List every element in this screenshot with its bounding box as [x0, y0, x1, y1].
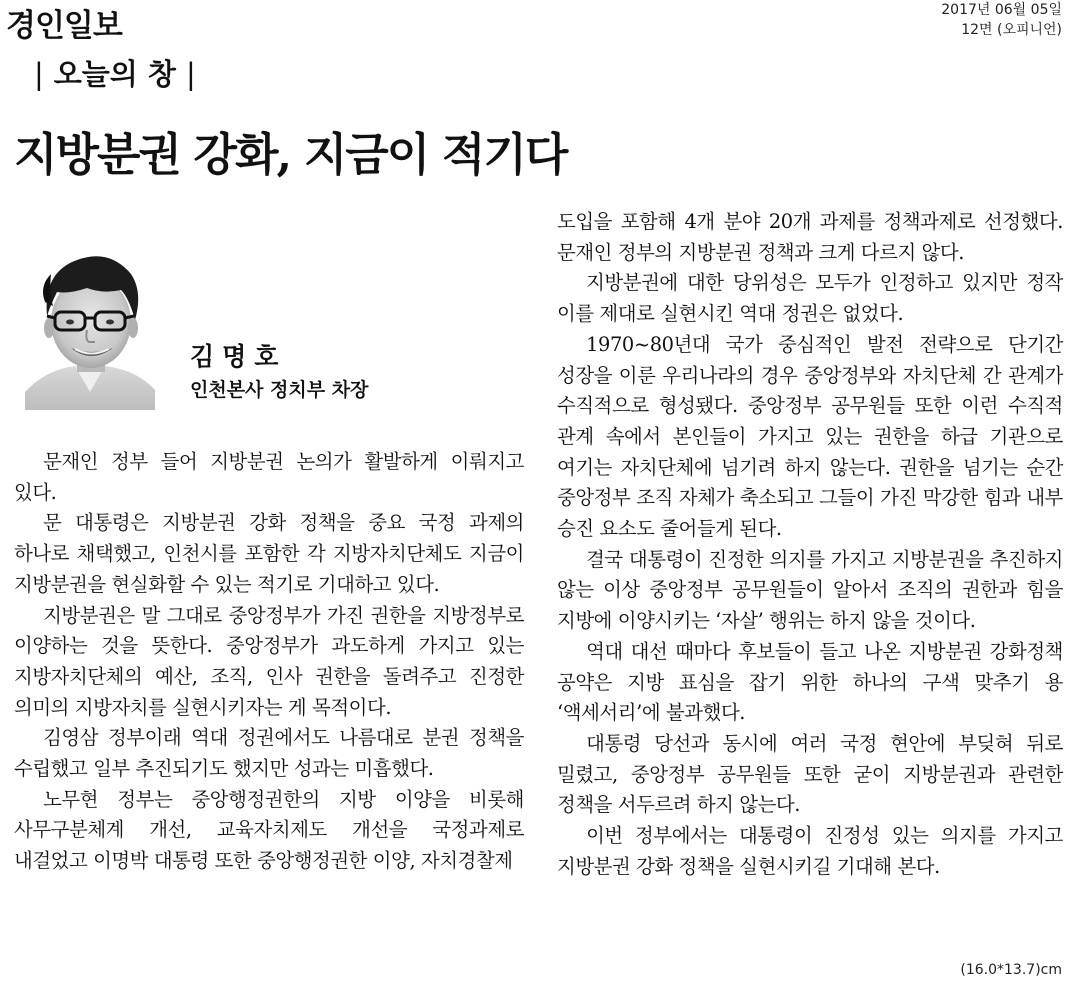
publication-date: 2017년 06월 05일: [941, 2, 1062, 18]
body-paragraph: 지방분권에 대한 당위성은 모두가 인정하고 있지만 정작 이를 제대로 실현시킨 역대 정권은 없었다.: [557, 271, 1063, 326]
body-paragraph: 결국 대통령이 진정한 의지를 가지고 지방분권을 추진하지 않는 이상 중앙정부 공무원들이 알아서 조직의 권한과 힘을 지방에 이양시키는 ‘자살’ 행위는 하지 않을 것이다.: [557, 547, 1063, 633]
body-paragraph: 지방분권은 말 그대로 중앙정부가 가진 권한을 지방정부로 이양하는 것을 뜻한다. 중앙정부가 과도하게 가지고 있는 지방자치단체의 예산, 조직, 인사 권한을 돌려주고 진정한 의미의 지방자치를 실현시키자는 게 목적이다.: [14, 603, 524, 719]
body-paragraph: 이번 정부에서는 대통령이 진정성 있는 의지를 가지고 지방분권 강화 정책을 실현시키길 기대해 본다.: [557, 824, 1063, 878]
article-body-left-column: [14, 447, 524, 877]
page-section-info: 12면 (오피니언): [961, 22, 1062, 38]
publication-info: [941, 0, 1062, 40]
author-byline: [190, 340, 368, 406]
body-paragraph: 역대 대선 때마다 후보들이 들고 나온 지방분권 강화정책 공약은 지방 표심을 잡기 위한 하나의 구색 맞추기 용 ‘액세서리’에 불과했다.: [557, 639, 1063, 725]
body-paragraph: 대통령 당선과 동시에 여러 국정 현안에 부딪혀 뒤로 밀렸고, 중앙정부 공무원들 또한 굳이 지방분권과 관련한 정책을 서두르려 하지 않는다.: [557, 731, 1063, 817]
author-name: 김명호: [190, 342, 287, 371]
body-paragraph: 김영삼 정부이래 역대 정권에서도 나름대로 분권 정책을 수립했고 일부 추진되기도 했지만 성과는 미흡했다.: [14, 726, 524, 781]
article-size-note: (16.0*13.7)cm: [960, 962, 1062, 978]
section-bar-right: |: [185, 57, 196, 91]
author-photo: [25, 242, 155, 410]
author-portrait-illustration: [25, 242, 155, 410]
article-headline: 지방분권 강화, 지금이 적기다: [14, 128, 567, 181]
newspaper-masthead: 경인일보: [6, 8, 122, 44]
body-paragraph-continued: 도입을 포함해 4개 분야 20개 과제를 정책과제로 선정했다. 문재인 정부의 지방분권 정책과 크게 다르지 않다.: [557, 210, 1063, 264]
body-paragraph: 1970~80년대 국가 중심적인 발전 전략으로 단기간 성장을 이룬 우리나라의 경우 중앙정부와 자치단체 간 관계가 수직적으로 형성됐다. 중앙정부 공무원들 또한 이런 수직적 관계 속에서 본인들이 가지고 있는 권한을 하급 기관으로 여기는 자치단체에 넘기려 하지 않는다. 권한을 넘기는 순간 중앙정부 조직 자체가 축소되고 그들이 가진 막강한 힘과 내부 승진 요소도 줄어들게 된다.: [557, 332, 1063, 541]
article-body-right-column: [557, 207, 1063, 882]
author-title: 인천본사 정치부 차장: [190, 379, 369, 401]
body-paragraph: 문 대통령은 지방분권 강화 정책을 중요 국정 과제의 하나로 채택했고, 인천시를 포함한 각 지방자치단체도 지금이 지방분권을 현실화할 수 있는 적기로 기대하고 있다.: [14, 511, 524, 596]
column-section-label: [24, 52, 206, 93]
section-bar-left: |: [34, 57, 44, 91]
section-label-text: 오늘의 창: [53, 57, 176, 91]
body-paragraph: 노무현 정부는 중앙행정권한의 지방 이양을 비롯해 사무구분체계 개선, 교육자치제도 개선을 국정과제로 내걸었고 이명박 대통령 또한 중앙행정권한 이양, 자치경찰제: [14, 787, 524, 873]
body-paragraph: 문재인 정부 들어 지방분권 논의가 활발하게 이뤄지고 있다.: [14, 450, 524, 504]
